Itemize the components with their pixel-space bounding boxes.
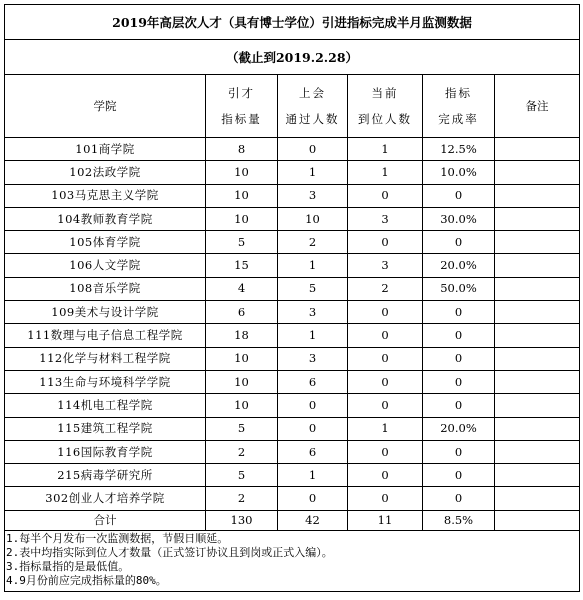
cell-remark — [495, 370, 580, 393]
total-rate: 8.5% — [423, 510, 495, 530]
cell-college: 106人文学院 — [5, 254, 206, 277]
cell-rate: 0 — [423, 487, 495, 510]
cell-remark — [495, 440, 580, 463]
cell-remark — [495, 464, 580, 487]
cell-college: 302创业人才培养学院 — [5, 487, 206, 510]
cell-passed: 10 — [278, 207, 348, 230]
table-row — [5, 464, 580, 487]
note-line: 4.9月份前应完成指标量的80%。 — [6, 574, 167, 588]
monitoring-sheet — [4, 4, 579, 592]
cell-passed: 2 — [278, 231, 348, 254]
cell-quota: 10 — [206, 161, 278, 184]
total-remark — [495, 510, 580, 530]
cell-rate: 0 — [423, 231, 495, 254]
cell-rate: 0 — [423, 324, 495, 347]
cell-remark — [495, 161, 580, 184]
cell-remark — [495, 324, 580, 347]
cell-quota: 10 — [206, 370, 278, 393]
cell-arrived: 0 — [348, 324, 423, 347]
table-row — [5, 417, 580, 440]
cell-college: 104教师教育学院 — [5, 207, 206, 230]
table-subtitle: （截止到2019.2.28） — [5, 40, 580, 75]
cell-passed: 0 — [278, 487, 348, 510]
header-arrived — [348, 75, 423, 138]
cell-remark — [495, 394, 580, 417]
cell-quota: 6 — [206, 301, 278, 324]
header-college: 学院 — [5, 75, 206, 138]
table-row — [5, 347, 580, 370]
header-quota-line1: 引才 — [228, 86, 255, 100]
cell-passed: 3 — [278, 347, 348, 370]
cell-arrived: 3 — [348, 207, 423, 230]
total-row — [5, 510, 580, 530]
cell-quota: 18 — [206, 324, 278, 347]
note-line: 3.指标量指的是最低值。 — [6, 560, 130, 574]
cell-passed: 1 — [278, 324, 348, 347]
cell-passed: 1 — [278, 161, 348, 184]
cell-rate: 0 — [423, 301, 495, 324]
cell-rate: 20.0% — [423, 417, 495, 440]
cell-remark — [495, 254, 580, 277]
cell-arrived: 1 — [348, 138, 423, 161]
cell-passed: 1 — [278, 464, 348, 487]
cell-quota: 10 — [206, 347, 278, 370]
cell-college: 108音乐学院 — [5, 277, 206, 300]
cell-college: 114机电工程学院 — [5, 394, 206, 417]
table-row — [5, 440, 580, 463]
cell-arrived: 2 — [348, 277, 423, 300]
cell-arrived: 0 — [348, 440, 423, 463]
header-rate-line1: 指标 — [445, 86, 472, 100]
header-passed-line1: 上会 — [299, 86, 326, 100]
cell-arrived: 0 — [348, 370, 423, 393]
note-line: 1.每半个月发布一次监测数据，节假日顺延。 — [6, 531, 229, 545]
cell-quota: 5 — [206, 417, 278, 440]
cell-arrived: 0 — [348, 347, 423, 370]
cell-quota: 2 — [206, 487, 278, 510]
total-arrived: 11 — [348, 510, 423, 530]
cell-arrived: 1 — [348, 161, 423, 184]
total-passed: 42 — [278, 510, 348, 530]
cell-passed: 3 — [278, 301, 348, 324]
cell-college: 215病毒学研究所 — [5, 464, 206, 487]
header-quota — [206, 75, 278, 138]
cell-college: 109美术与设计学院 — [5, 301, 206, 324]
cell-passed: 0 — [278, 417, 348, 440]
monitoring-table — [4, 4, 580, 531]
cell-rate: 0 — [423, 440, 495, 463]
table-row — [5, 254, 580, 277]
cell-rate: 0 — [423, 394, 495, 417]
total-quota: 130 — [206, 510, 278, 530]
cell-quota: 8 — [206, 138, 278, 161]
cell-remark — [495, 138, 580, 161]
table-row — [5, 184, 580, 207]
cell-arrived: 0 — [348, 487, 423, 510]
note-line: 2.表中均指实际到位人才数量（正式签订协议且到岗或正式入编）。 — [6, 545, 333, 559]
cell-quota: 10 — [206, 184, 278, 207]
cell-arrived: 0 — [348, 394, 423, 417]
cell-quota: 5 — [206, 231, 278, 254]
cell-arrived: 0 — [348, 184, 423, 207]
cell-college: 116国际教育学院 — [5, 440, 206, 463]
cell-remark — [495, 301, 580, 324]
total-label: 合计 — [5, 510, 206, 530]
cell-arrived: 1 — [348, 417, 423, 440]
cell-college: 105体育学院 — [5, 231, 206, 254]
header-rate-line2: 完成率 — [438, 112, 479, 126]
table-title: 2019年高层次人才（具有博士学位）引进指标完成半月监测数据 — [5, 5, 580, 40]
cell-quota: 10 — [206, 207, 278, 230]
cell-college: 103马克思主义学院 — [5, 184, 206, 207]
header-rate — [423, 75, 495, 138]
header-arrived-line2: 到位人数 — [358, 112, 412, 126]
header-passed-line2: 通过人数 — [285, 112, 340, 126]
table-row — [5, 301, 580, 324]
header-arrived-line1: 当前 — [371, 86, 399, 100]
cell-remark — [495, 231, 580, 254]
cell-remark — [495, 487, 580, 510]
cell-arrived: 0 — [348, 231, 423, 254]
cell-rate: 0 — [423, 370, 495, 393]
cell-rate: 10.0% — [423, 161, 495, 184]
cell-remark — [495, 277, 580, 300]
cell-passed: 0 — [278, 138, 348, 161]
table-row — [5, 394, 580, 417]
table-row — [5, 487, 580, 510]
cell-rate: 0 — [423, 464, 495, 487]
cell-quota: 5 — [206, 464, 278, 487]
cell-quota: 2 — [206, 440, 278, 463]
header-remark: 备注 — [495, 75, 580, 138]
cell-passed: 6 — [278, 440, 348, 463]
table-row — [5, 277, 580, 300]
table-row — [5, 324, 580, 347]
header-row — [5, 75, 580, 138]
cell-passed: 5 — [278, 277, 348, 300]
cell-college: 112化学与材料工程学院 — [5, 347, 206, 370]
cell-quota: 4 — [206, 277, 278, 300]
cell-passed: 6 — [278, 370, 348, 393]
cell-rate: 50.0% — [423, 277, 495, 300]
cell-quota: 15 — [206, 254, 278, 277]
table-row — [5, 370, 580, 393]
cell-arrived: 0 — [348, 464, 423, 487]
cell-college: 102法政学院 — [5, 161, 206, 184]
cell-rate: 12.5% — [423, 138, 495, 161]
cell-remark — [495, 347, 580, 370]
cell-quota: 10 — [206, 394, 278, 417]
cell-college: 113生命与环境科学学院 — [5, 370, 206, 393]
cell-rate: 30.0% — [423, 207, 495, 230]
cell-passed: 3 — [278, 184, 348, 207]
table-row — [5, 231, 580, 254]
table-row — [5, 207, 580, 230]
cell-remark — [495, 207, 580, 230]
header-quota-line2: 指标量 — [221, 112, 262, 126]
cell-college: 115建筑工程学院 — [5, 417, 206, 440]
table-row — [5, 138, 580, 161]
cell-remark — [495, 184, 580, 207]
cell-arrived: 0 — [348, 301, 423, 324]
table-row — [5, 161, 580, 184]
cell-rate: 0 — [423, 184, 495, 207]
cell-passed: 0 — [278, 394, 348, 417]
cell-rate: 0 — [423, 347, 495, 370]
header-passed — [278, 75, 348, 138]
cell-rate: 20.0% — [423, 254, 495, 277]
cell-college: 111数理与电子信息工程学院 — [5, 324, 206, 347]
notes-section — [4, 531, 580, 592]
cell-remark — [495, 417, 580, 440]
cell-college: 101商学院 — [5, 138, 206, 161]
cell-passed: 1 — [278, 254, 348, 277]
cell-arrived: 3 — [348, 254, 423, 277]
